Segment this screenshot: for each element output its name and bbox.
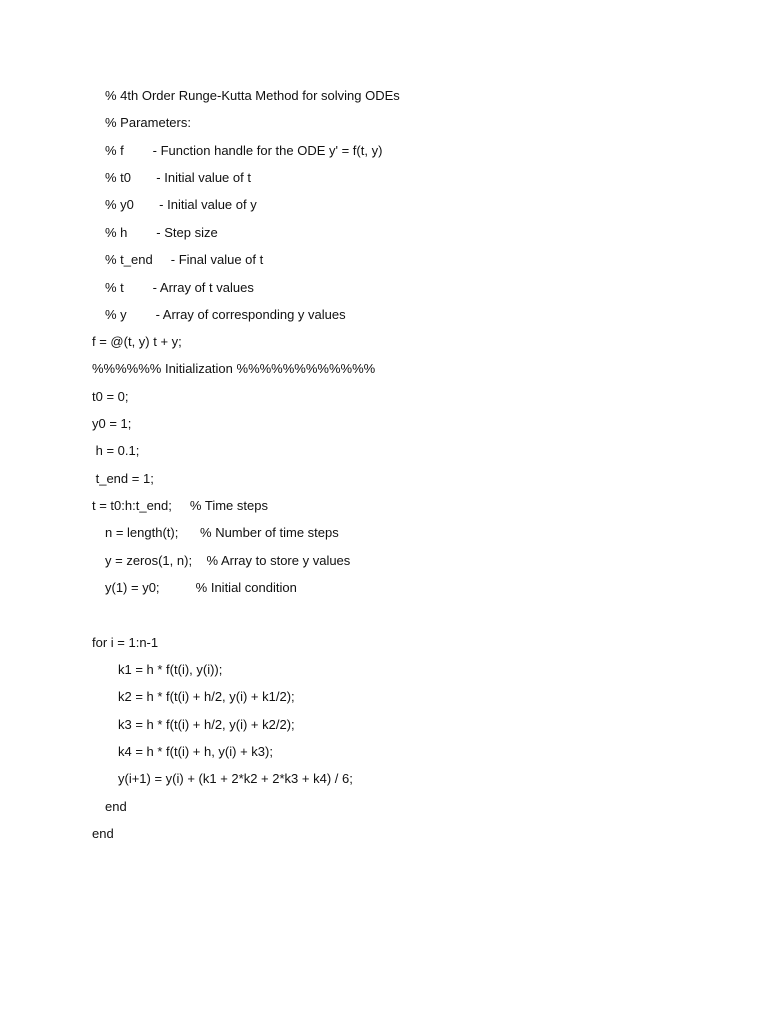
code-line-end-inner: end [105, 799, 127, 814]
comment-line-t-end: % t_end - Final value of t [105, 252, 264, 267]
comment-line-t0: % t0 - Initial value of t [105, 170, 251, 185]
comment-line-title: % 4th Order Runge-Kutta Method for solving ODEs [105, 88, 400, 103]
code-line-update: y(i+1) = y(i) + (k1 + 2*k2 + 2*k3 + k4) / 6; [118, 771, 353, 786]
code-line-t-end: t_end = 1; [92, 471, 154, 486]
code-line-time-steps: t = t0:h:t_end; % Time steps [92, 498, 268, 513]
code-line-k1: k1 = h * f(t(i), y(i)); [118, 662, 223, 677]
comment-line-y0: % y0 - Initial value of y [105, 197, 257, 212]
comment-line-h: % h - Step size [105, 225, 218, 240]
code-line-y-zeros: y = zeros(1, n); % Array to store y values [105, 553, 351, 568]
code-line-end-outer: end [92, 826, 114, 841]
comment-line-t: % t - Array of t values [105, 280, 254, 295]
code-line-initial-condition: y(1) = y0; % Initial condition [105, 580, 297, 595]
comment-line-initialization: %%%%%% Initialization %%%%%%%%%%%% [92, 361, 376, 376]
code-line-k4: k4 = h * f(t(i) + h, y(i) + k3); [118, 744, 273, 759]
code-line-function: f = @(t, y) t + y; [92, 334, 182, 349]
code-line-k3: k3 = h * f(t(i) + h/2, y(i) + k2/2); [118, 717, 295, 732]
comment-line-y: % y - Array of corresponding y values [105, 307, 346, 322]
code-line-h: h = 0.1; [92, 443, 140, 458]
comment-line-parameters: % Parameters: [105, 115, 191, 130]
comment-line-f: % f - Function handle for the ODE y' = f(t, y) [105, 143, 383, 158]
code-line-for: for i = 1:n-1 [92, 635, 159, 650]
code-line-k2: k2 = h * f(t(i) + h/2, y(i) + k1/2); [118, 689, 295, 704]
code-line-n: n = length(t); % Number of time steps [105, 525, 339, 540]
code-line-y0: y0 = 1; [92, 416, 132, 431]
code-line-t0: t0 = 0; [92, 389, 129, 404]
